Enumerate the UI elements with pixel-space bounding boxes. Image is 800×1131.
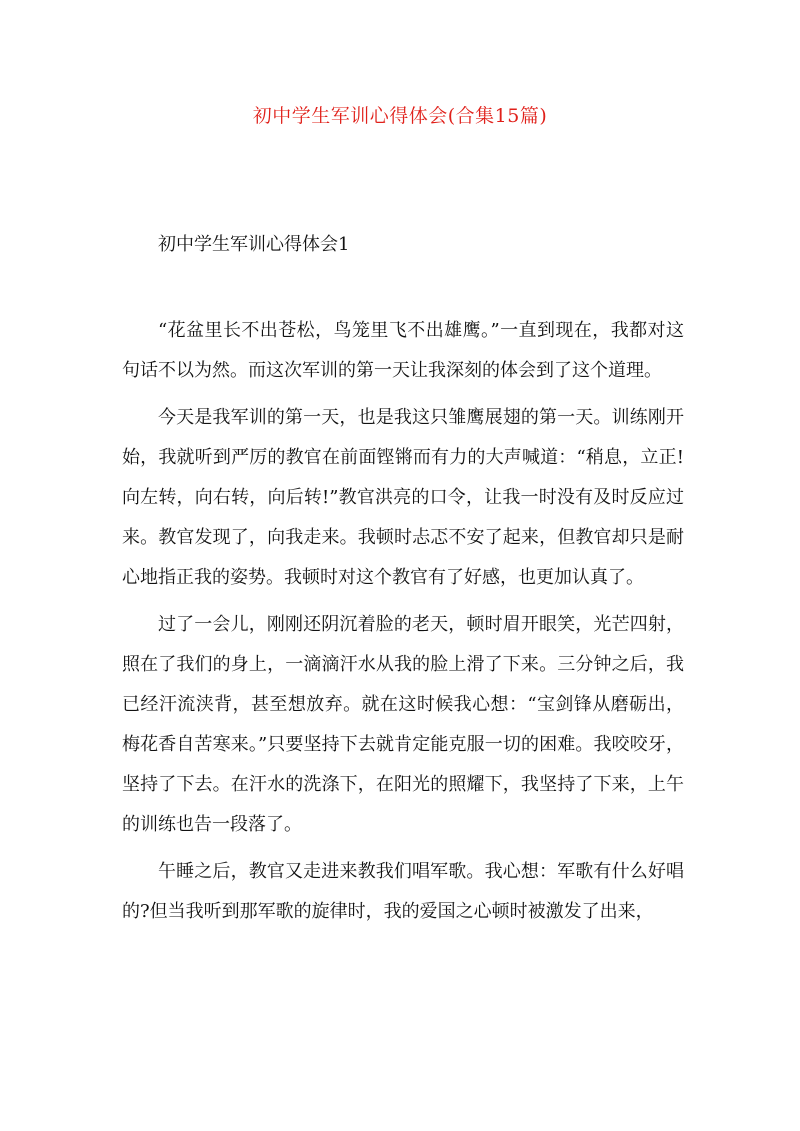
paragraph: 午睡之后，教官又走进来教我们唱军歌。我心想：军歌有什么好唱的?但当我听到那军歌的旋律时，我的爱国之心顿时被激发了出来， [122,861,684,922]
document-body [122,311,684,939]
paragraph: 今天是我军训的第一天，也是我这只雏鹰展翅的第一天。训练刚开始，我就听到严厉的教官在前面铿锵而有力的大声喊道：“稍息，立正!向左转，向右转，向后转!”教官洪亮的口令，让我一时没有及时反应过来。教官发现了，向我走来。我顿时忐忑不安了起来，但教官却只是耐心地指正我的姿势。我顿时对这个教官有了好感，也更加认真了。 [122,407,684,588]
paragraph: “花盆里长不出苍松，鸟笼里飞不出雄鹰。”一直到现在，我都对这句话不以为然。而这次军训的第一天让我深刻的体会到了这个道理。 [122,320,684,381]
paragraph: 过了一会儿，刚刚还阴沉着脸的老天，顿时眉开眼笑，光芒四射，照在了我们的身上，一滴滴汗水从我的脸上滑了下来。三分钟之后，我已经汗流浃背，甚至想放弃。就在这时候我心想：“宝剑锋从磨砺出，梅花香自苦寒来。”只要坚持下去就肯定能克服一切的困难。我咬咬牙，坚持了下去。在汗水的洗涤下，在阳光的照耀下，我坚持了下来，上午的训练也告一段落了。 [122,614,684,835]
section-heading: 初中学生军训心得体会1 [158,234,350,255]
document-title: 初中学生军训心得体会(合集15篇) [252,105,548,127]
